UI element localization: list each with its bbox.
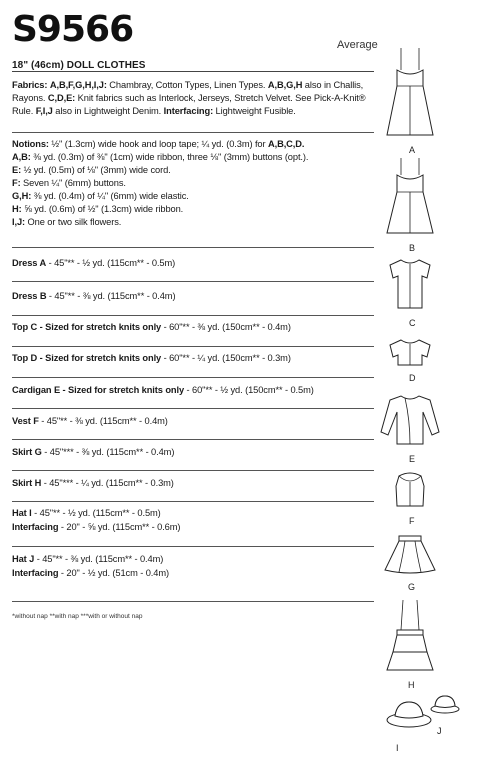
section-divider <box>12 346 374 347</box>
footnote: *without nap **with nap ***with or without nap <box>12 613 143 620</box>
top-c-icon <box>390 260 430 308</box>
notions-view: G,H: <box>12 191 32 201</box>
section-divider <box>12 470 374 471</box>
yardage-label: Vest F <box>12 416 39 426</box>
yardage-label: Skirt G <box>12 447 42 457</box>
yardage-amount: - 45"** - ½ yd. (115cm** - 0.5m) <box>31 508 161 518</box>
hat-j-icon <box>431 696 459 713</box>
yardage-label: Hat I <box>12 508 32 518</box>
view-illustrations <box>375 40 485 755</box>
view-letter: C <box>409 318 416 328</box>
notions-line <box>12 164 374 177</box>
view-letter: A <box>409 145 416 155</box>
fabrics-label: Fabrics: <box>12 80 48 90</box>
yardage-amount: - 20" - ½ yd. (51cm - 0.4m) <box>58 568 169 578</box>
yardage-label: Dress B <box>12 291 47 301</box>
notions-view: A,B: <box>12 152 31 162</box>
yardage-amount: - 60"** - ¼ yd. (150cm** - 0.3m) <box>161 353 291 363</box>
yardage-amount: - 45"** - ⅜ yd. (115cm** - 0.4m) <box>34 554 164 564</box>
view-letter: J <box>437 726 442 736</box>
hat-i-icon <box>387 702 431 727</box>
subtitle: 18" (46cm) DOLL CLOTHES <box>12 60 146 71</box>
yardage-label: Hat J <box>12 554 35 564</box>
fabrics-part: Chambray, Cotton Types, Linen Types. <box>106 80 268 90</box>
notions-line <box>12 216 374 229</box>
top-d-icon <box>390 340 430 365</box>
fabrics-part: Lightweight Fusible. <box>213 106 296 116</box>
yardage-hat-j <box>12 553 374 566</box>
view-illustrations-svg <box>375 40 485 755</box>
yardage-top-c <box>12 321 374 334</box>
view-letter: I <box>396 743 399 753</box>
yardage-skirt-g <box>12 446 374 459</box>
dress-a-icon <box>387 48 433 135</box>
notions-text: Seven ¼" (6mm) buttons. <box>20 178 126 188</box>
fabrics-part: A,B,F,G,H,I,J: <box>49 80 107 90</box>
yardage-label: Top C - Sized for stretch knits only <box>12 322 162 332</box>
notions-text: ½" (1.3cm) wide hook and loop tape; ¼ yd. (0.3m) for <box>48 139 268 149</box>
section-divider <box>12 501 374 502</box>
fabrics-part: also in Lightweight Denim. <box>52 106 164 116</box>
section-divider <box>12 247 374 248</box>
yardage-label: Interfacing <box>12 568 59 578</box>
notions-text: ½ yd. (0.5m) of ⅛" (3mm) wide cord. <box>21 165 171 175</box>
fabrics-section <box>12 79 374 118</box>
yardage-amount: - 45"*** - ⅜ yd. (115cm** - 0.4m) <box>41 447 175 457</box>
yardage-amount: - 45"** - ⅜ yd. (115cm** - 0.4m) <box>46 291 176 301</box>
section-divider <box>12 315 374 316</box>
yardage-vest-f <box>12 415 374 428</box>
header-divider <box>12 71 374 72</box>
yardage-top-d <box>12 352 374 365</box>
yardage-amount: - 45"** - ½ yd. (115cm** - 0.5m) <box>46 258 176 268</box>
yardage-amount: - 45"*** - ¼ yd. (115cm** - 0.3m) <box>41 478 174 488</box>
notions-view: F: <box>12 178 21 188</box>
notions-text: ⅜ yd. (0.3m) of ⅜" (1cm) wide ribbon, three ⅛" (3mm) buttons (opt.). <box>30 152 309 162</box>
yardage-hat-i-interfacing <box>12 521 374 534</box>
notions-tail: A,B,C,D. <box>267 139 305 149</box>
notions-view: H: <box>12 204 22 214</box>
fabrics-part: F,I,J <box>35 106 53 116</box>
notions-label: Notions: <box>12 139 49 149</box>
yardage-hat-j-interfacing <box>12 567 374 580</box>
cardigan-e-icon <box>381 396 439 444</box>
notions-view: I,J: <box>12 217 26 227</box>
yardage-skirt-h <box>12 477 374 490</box>
size-label: Average <box>337 39 378 51</box>
yardage-label: Interfacing <box>12 522 59 532</box>
notions-text: ⅝ yd. (0.6m) of ½" (1.3cm) wide ribbon. <box>21 204 184 214</box>
notions-line <box>12 138 374 151</box>
yardage-dress-b <box>12 290 374 303</box>
yardage-label: Top D - Sized for stretch knits only <box>12 353 162 363</box>
section-divider <box>12 546 374 547</box>
yardage-amount: - 60"** - ⅜ yd. (150cm** - 0.4m) <box>161 322 291 332</box>
yardage-amount: - 20" - ⅝ yd. (115cm** - 0.6m) <box>58 522 181 532</box>
notions-line <box>12 151 374 164</box>
yardage-label: Dress A <box>12 258 47 268</box>
view-letter: F <box>409 516 415 526</box>
yardage-label: Skirt H <box>12 478 42 488</box>
yardage-label: Cardigan E - Sized for stretch knits only <box>12 385 185 395</box>
notions-section <box>12 138 374 229</box>
view-letter: H <box>408 680 415 690</box>
section-divider <box>12 132 374 133</box>
notions-text: One or two silk flowers. <box>25 217 122 227</box>
section-divider <box>12 408 374 409</box>
notions-line <box>12 203 374 216</box>
section-divider <box>12 439 374 440</box>
yardage-dress-a <box>12 257 374 270</box>
yardage-hat-i <box>12 507 374 520</box>
skirt-g-icon <box>385 536 435 573</box>
section-divider <box>12 281 374 282</box>
notions-line <box>12 190 374 203</box>
fabrics-part: Interfacing: <box>163 106 214 116</box>
vest-f-icon <box>396 473 424 506</box>
view-letter: B <box>409 243 416 253</box>
section-divider <box>12 601 374 602</box>
dress-b-icon <box>387 158 433 233</box>
pattern-number: S9566 <box>12 9 134 50</box>
yardage-amount: - 60"** - ½ yd. (150cm** - 0.5m) <box>184 385 314 395</box>
yardage-cardigan-e <box>12 384 374 397</box>
skirt-h-icon <box>387 600 433 670</box>
fabrics-part: Knit fabrics such as Interlock, Jerseys, Stretch Velvet. See Pick-A-Knit® Rule. <box>12 93 366 116</box>
view-letter: D <box>409 373 416 383</box>
notions-text: ⅜ yd. (0.4m) of ¼" (6mm) wide elastic. <box>31 191 189 201</box>
fabrics-part: also in Challis, Rayons. <box>12 80 364 103</box>
notions-line <box>12 177 374 190</box>
section-divider <box>12 377 374 378</box>
fabrics-part: C,D,E: <box>47 93 76 103</box>
notions-view: E: <box>12 165 22 175</box>
fabrics-part: A,B,G,H <box>267 80 303 90</box>
yardage-amount: - 45"** - ⅜ yd. (115cm** - 0.4m) <box>38 416 168 426</box>
view-letter: G <box>408 582 416 592</box>
view-letter: E <box>409 454 416 464</box>
